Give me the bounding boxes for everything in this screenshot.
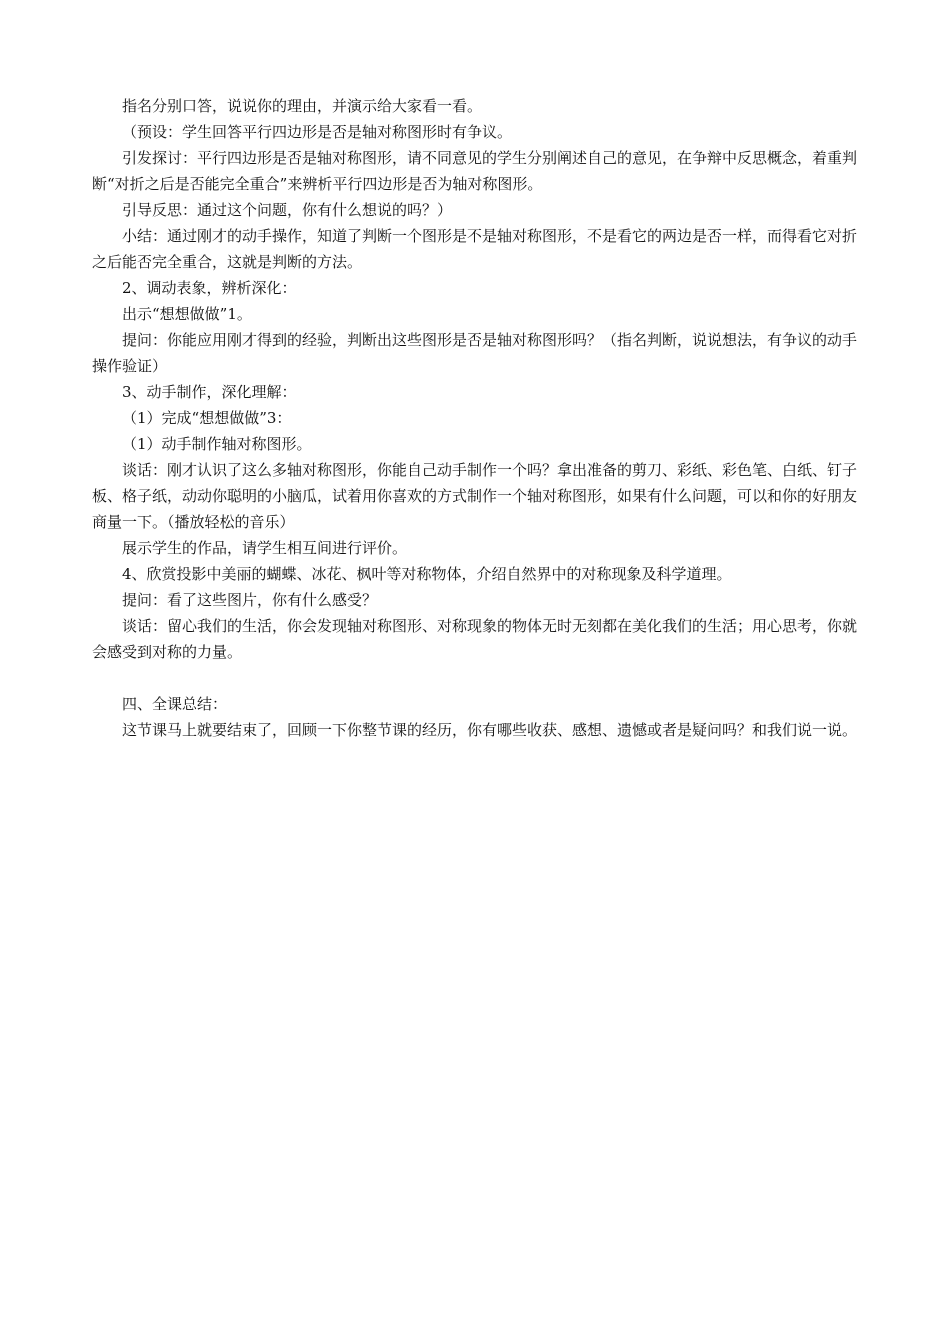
- paragraph: 指名分别口答，说说你的理由，并演示给大家看一看。: [122, 97, 483, 115]
- summary-heading: 四、全课总结：: [122, 695, 228, 713]
- paragraph: （1）完成“想想做做”3：: [122, 409, 292, 427]
- paragraph: 谈话：留心我们的生活，你会发现轴对称图形、对称现象的物体无时无刻都在美化我们的生活；用心思考，你就会感受到对称的力量。: [92, 617, 858, 661]
- paragraph: （预设：学生回答平行四边形是否是轴对称图形时有争议。: [122, 123, 513, 141]
- blank-line: [92, 665, 862, 691]
- paragraph: 引发探讨：平行四边形是否是轴对称图形，请不同意见的学生分别阐述自己的意见，在争辩中反思概念，着重判断“对折之后是否能完全重合”来辨析平行四边形是否为轴对称图形。: [92, 149, 858, 193]
- paragraph: 引导反思：通过这个问题，你有什么想说的吗？）: [122, 201, 453, 219]
- section-heading: 3、动手制作，深化理解：: [122, 383, 297, 401]
- paragraph: 展示学生的作品，请学生相互间进行评价。: [122, 539, 408, 557]
- summary-text: 这节课马上就要结束了，回顾一下你整节课的经历，你有哪些收获、感想、遗憾或者是疑问吗？和我们说一说。: [122, 721, 858, 739]
- paragraph: 提问：看了这些图片，你有什么感受？: [122, 591, 378, 609]
- section-heading: 2、调动表象，辨析深化：: [122, 279, 297, 297]
- paragraph: （1）动手制作轴对称图形。: [122, 435, 312, 453]
- paragraph: 谈话：刚才认识了这么多轴对称图形，你能自己动手制作一个吗？拿出准备的剪刀、彩纸、彩色笔、白纸、钉子板、格子纸，动动你聪明的小脑瓜，试着用你喜欢的方式制作一个轴对称图形，如果有什么问题，可以和你的好朋友商量一下。（播放轻松的音乐）: [92, 461, 858, 531]
- paragraph: 出示“想想做做”1。: [122, 305, 252, 323]
- paragraph: 小结：通过刚才的动手操作，知道了判断一个图形是不是轴对称图形，不是看它的两边是否一样，而得看它对折之后能否完全重合，这就是判断的方法。: [92, 227, 858, 271]
- section-heading: 4、欣赏投影中美丽的蝴蝶、冰花、枫叶等对称物体，介绍自然界中的对称现象及科学道理。: [122, 565, 732, 583]
- paragraph: 提问：你能应用刚才得到的经验，判断出这些图形是否是轴对称图形吗？（指名判断，说说想法，有争议的动手操作验证）: [92, 331, 858, 375]
- document-page: [92, 93, 862, 743]
